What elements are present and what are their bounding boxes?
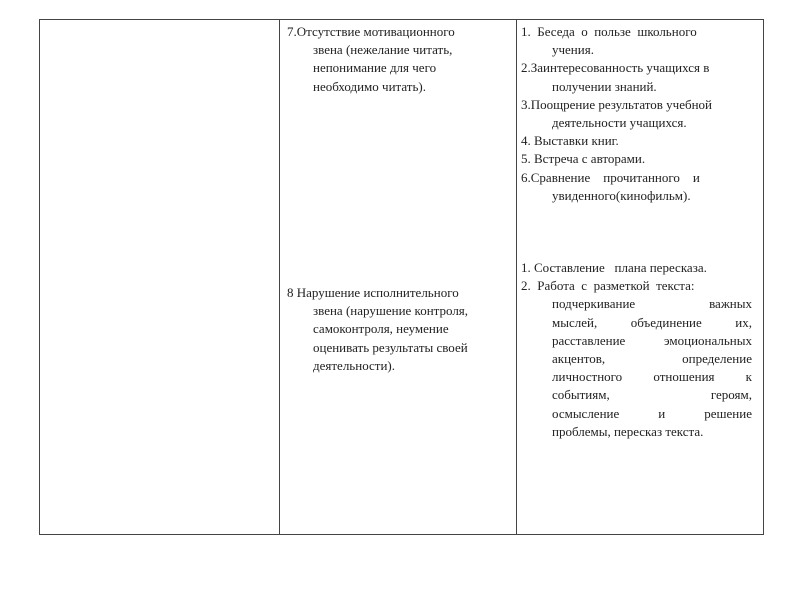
text-line: получении знаний. [552,78,657,94]
text-line: 7.Отсутствие мотивационного [287,24,455,39]
list-item [287,284,512,375]
text-line: личностного отношения к [552,369,752,385]
text-line: 1. Составление плана пересказа. [521,260,707,275]
list-item [521,169,752,205]
list-item [521,59,752,95]
text-line: 3.Поощрение результатов учебной [521,96,713,112]
problem-item-7 [287,23,512,96]
text-line: осмысление и решение [552,405,752,421]
text-line: оценивать результаты своей [313,339,468,355]
solutions-group-motivation [521,23,752,205]
list-item [521,150,752,168]
column-divider [279,20,280,534]
problem-item-8 [287,284,512,375]
column-divider [516,20,517,534]
text-line: мыслей, объединение их, [552,314,752,330]
text-line: увиденного(кинофильм). [552,187,691,203]
list-item [521,96,752,132]
text-line: деятельности). [313,357,395,373]
solutions-group-execution [521,259,752,441]
text-line: непонимание для чего [313,60,437,76]
list-item [521,132,752,150]
text-line: самоконтроля, неумение [313,321,449,337]
text-line: учения. [552,42,594,58]
text-line: 2. Работа с разметкой текста: [521,278,695,294]
list-item [521,277,752,441]
text-line: акцентов, определение [552,350,752,366]
text-line: проблемы, пересказ текста. [552,423,704,439]
text-line: 2.Заинтересованность учащихся в [521,60,710,76]
text-line: необходимо читать). [313,78,426,94]
text-line: 1. Беседа о пользе школьного [521,24,697,39]
text-line: звена (нарушение контроля, [313,303,469,319]
text-line: событиям, героям, [552,387,752,403]
text-line: подчеркивание важных [552,296,752,312]
list-item [521,23,752,59]
text-line: звена (нежелание читать, [313,42,453,58]
list-item [521,259,752,277]
text-line: 8 Нарушение исполнительного [287,285,459,300]
text-line: 5. Встреча с авторами. [521,151,646,167]
text-line: 6.Сравнение прочитанного и [521,169,700,185]
text-line: расставление эмоциональных [552,332,752,348]
text-line: деятельности учащихся. [552,114,687,130]
text-line: 4. Выставки книг. [521,133,619,149]
list-item [287,23,512,96]
